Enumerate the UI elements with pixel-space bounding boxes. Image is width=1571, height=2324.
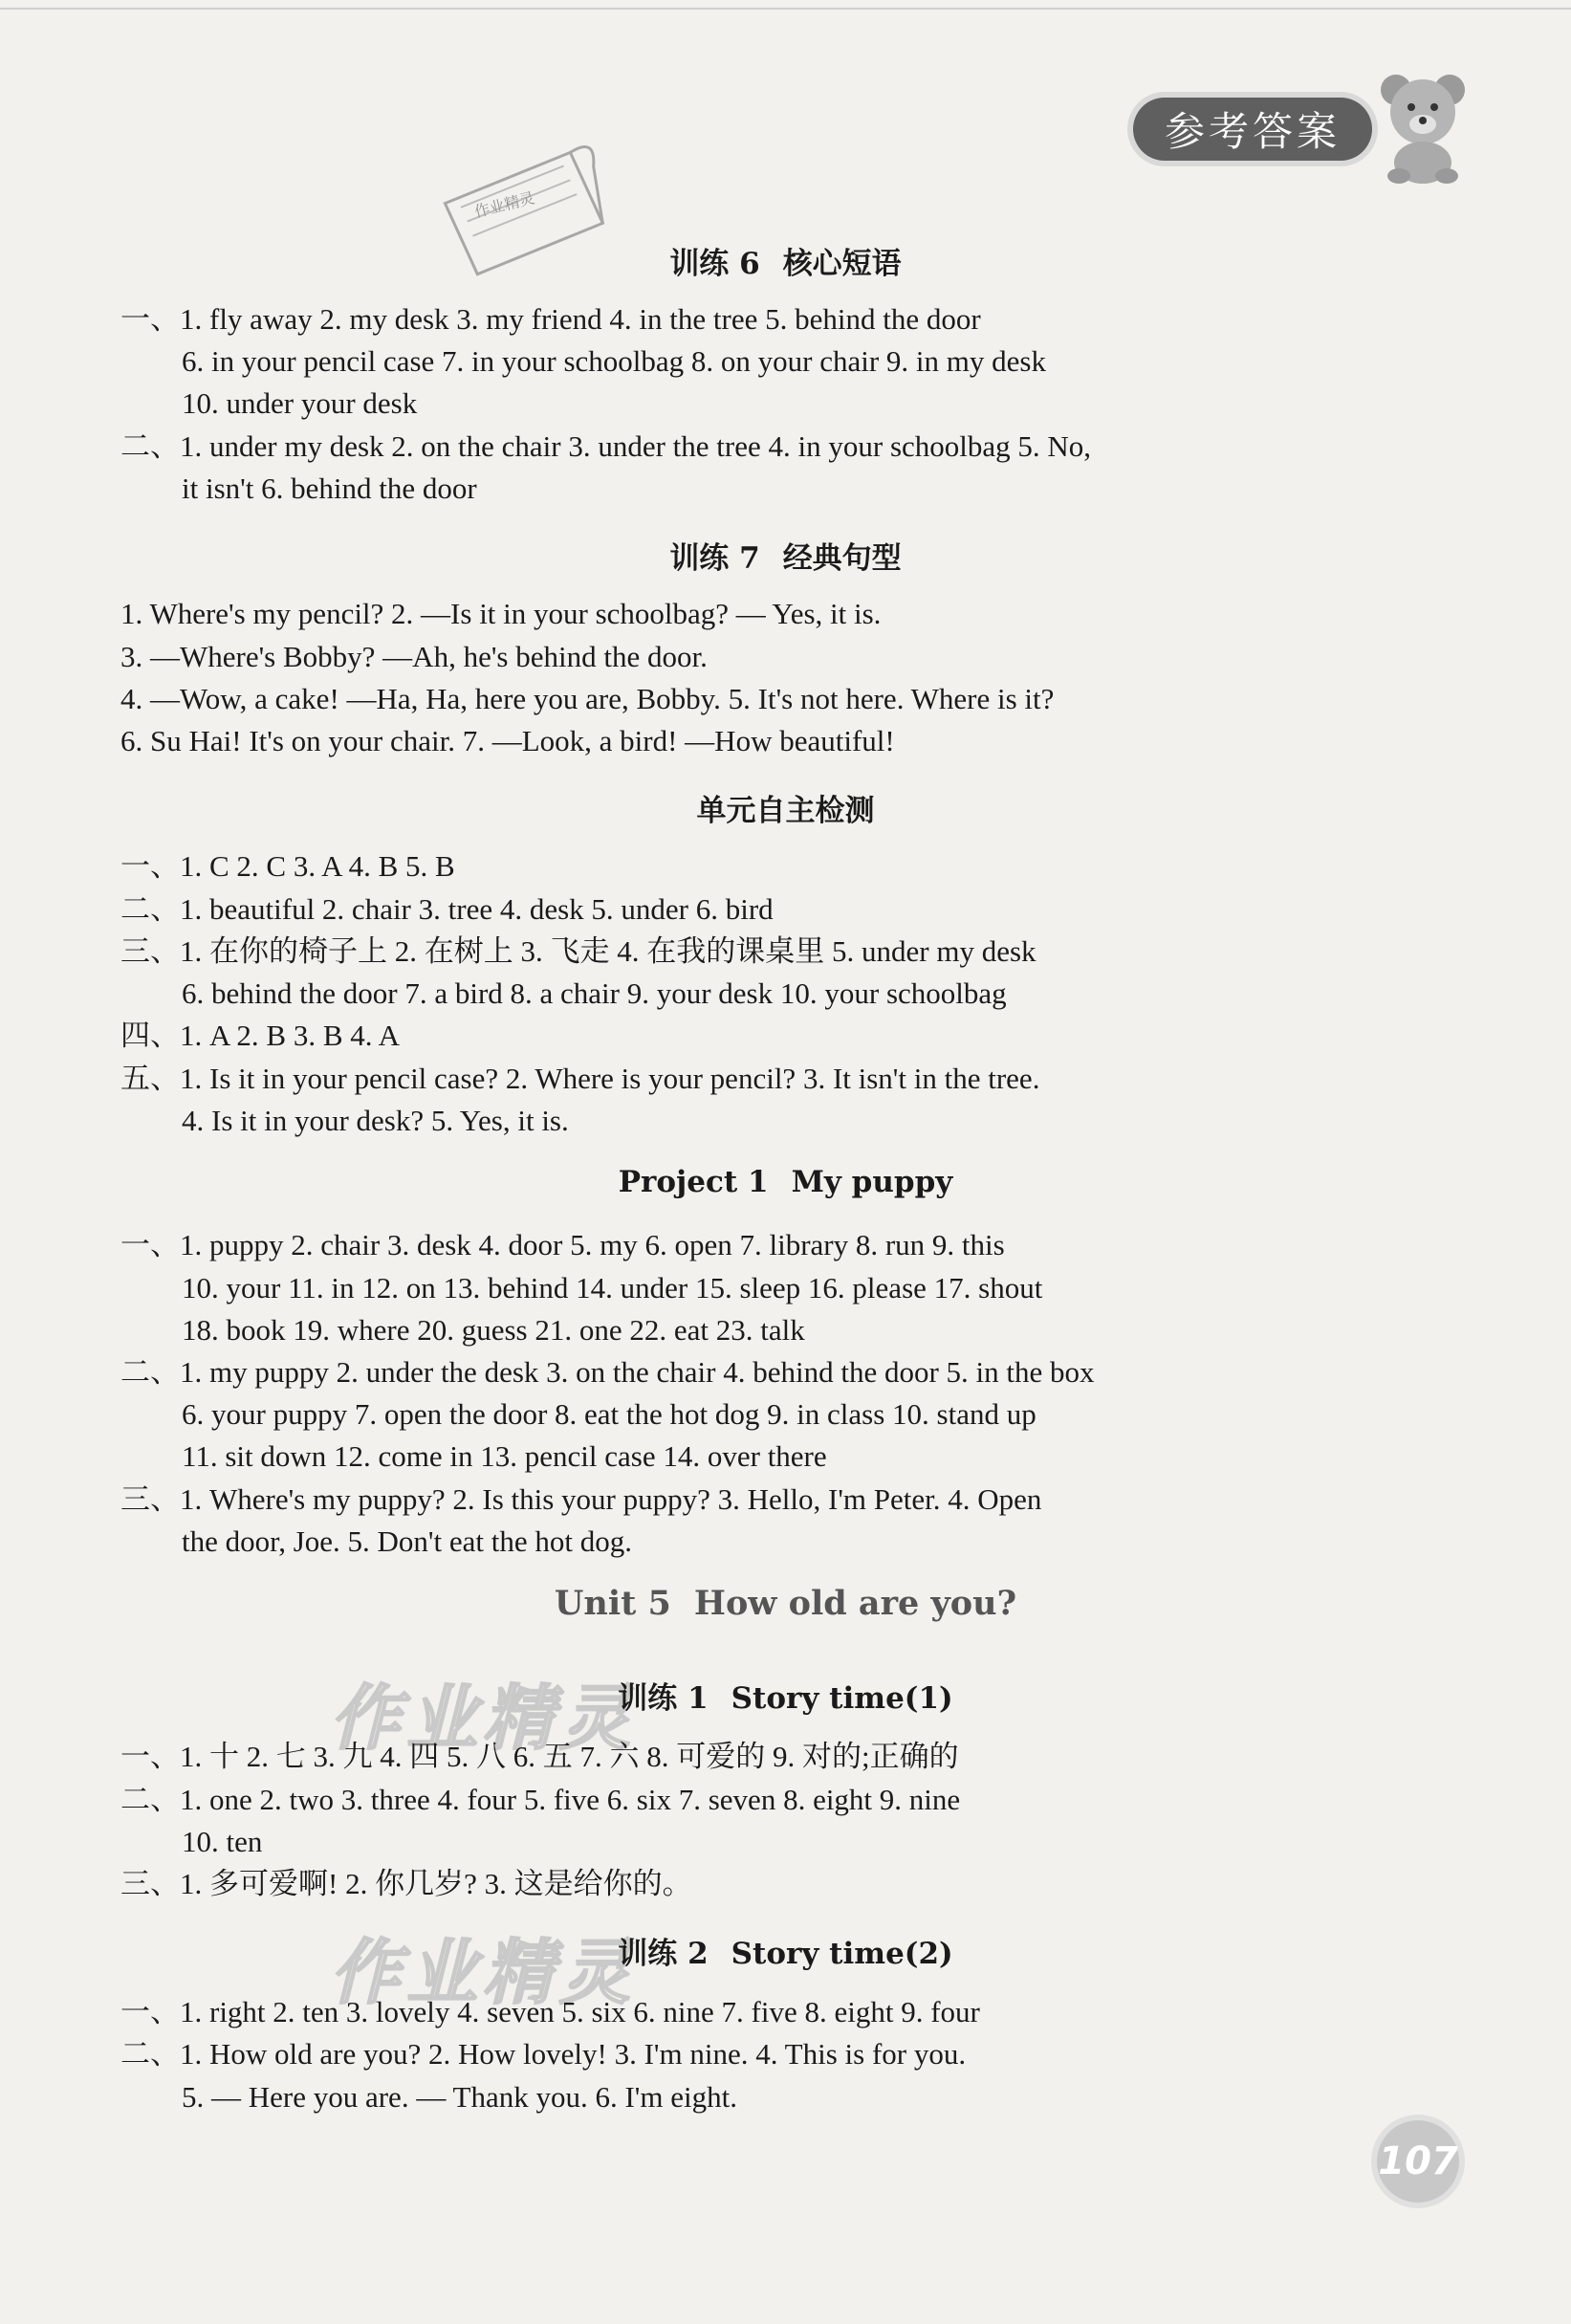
answer-line: 10. your 11. in 12. on 13. behind 14. under 15. sleep 16. please 17. shout	[182, 1271, 1043, 1305]
answer-key-badge: 参考答案	[1133, 98, 1372, 161]
section-heading	[0, 534, 1571, 577]
answer-line: the door, Joe. 5. Don't eat the hot dog.	[182, 1524, 632, 1558]
answer-line: 一、1. fly away 2. my desk 3. my friend 4. in the tree 5. behind the door	[120, 302, 981, 336]
answer-line: 三、1. 多可爱啊! 2. 你几岁? 3. 这是给你的。	[120, 1867, 692, 1900]
unit-heading-label: Unit 5	[554, 1584, 671, 1623]
answer-line: 五、1. Is it in your pencil case? 2. Where is your pencil? 3. It isn't in the tree.	[120, 1062, 1040, 1095]
section-heading-title: 核心短语	[782, 247, 902, 281]
answer-line: 4. Is it in your desk? 5. Yes, it is.	[182, 1104, 569, 1137]
section-heading-label: 训练 7	[669, 541, 760, 576]
section-heading	[0, 1165, 1571, 1199]
answer-line: 二、1. How old are you? 2. How lovely! 3. I'm nine. 4. This is for you.	[120, 2037, 967, 2071]
section-heading	[0, 239, 1571, 282]
answer-line: 一、1. 十 2. 七 3. 九 4. 四 5. 八 6. 五 7. 六 8. 可爱的 9. 对的;正确的	[120, 1740, 959, 1773]
section-heading-title: Story time(2)	[731, 1937, 953, 1971]
section-heading-label: 训练 2	[618, 1937, 709, 1971]
section-heading-title: Story time(1)	[731, 1681, 953, 1716]
section-heading	[0, 1929, 1571, 1972]
answer-line: 二、1. beautiful 2. chair 3. tree 4. desk 5. under 6. bird	[120, 892, 774, 926]
answer-line: 6. behind the door 7. a bird 8. a chair 9. your desk 10. your schoolbag	[182, 976, 1007, 1010]
answer-line: 一、1. C 2. C 3. A 4. B 5. B	[120, 849, 455, 883]
stamp-text: 作业精灵	[472, 188, 536, 222]
answer-line: 3. —Where's Bobby? —Ah, he's behind the door.	[120, 640, 708, 673]
answer-line: 二、1. under my desk 2. on the chair 3. under the tree 4. in your schoolbag 5. No,	[120, 429, 1092, 463]
answer-line: 6. your puppy 7. open the door 8. eat the hot dog 9. in class 10. stand up	[182, 1397, 1036, 1431]
answer-line: 4. —Wow, a cake! —Ha, Ha, here you are, Bobby. 5. It's not here. Where is it?	[120, 682, 1055, 715]
section-heading-label: Project 1	[618, 1165, 769, 1199]
answer-line: 11. sit down 12. come in 13. pencil case 14. over there	[182, 1439, 827, 1473]
unit-heading-title: How old are you?	[693, 1584, 1017, 1623]
answer-line: 10. ten	[182, 1825, 263, 1858]
answer-line: 二、1. my puppy 2. under the desk 3. on the chair 4. behind the door 5. in the box	[120, 1355, 1095, 1389]
answer-line: 三、1. 在你的椅子上 2. 在树上 3. 飞走 4. 在我的课桌里 5. under my desk	[120, 934, 1036, 968]
section-heading-title: My puppy	[791, 1165, 953, 1199]
answer-line: 18. book 19. where 20. guess 21. one 22. eat 23. talk	[182, 1313, 805, 1347]
section-heading-label: 训练 1	[618, 1681, 709, 1716]
answer-line: it isn't 6. behind the door	[182, 471, 477, 505]
answer-line: 1. Where's my pencil? 2. —Is it in your schoolbag? — Yes, it is.	[120, 597, 882, 630]
top-rule	[0, 8, 1571, 10]
watermark: 作业精灵	[330, 1932, 636, 2014]
section-heading	[0, 786, 1571, 829]
answer-line: 一、1. right 2. ten 3. lovely 4. seven 5. six 6. nine 7. five 8. eight 9. four	[120, 1995, 980, 2028]
section-heading-label: 单元自主检测	[696, 794, 875, 828]
answer-line: 四、1. A 2. B 3. B 4. A	[120, 1019, 400, 1052]
answer-line: 5. — Here you are. — Thank you. 6. I'm eight.	[182, 2080, 737, 2114]
answer-line: 三、1. Where's my puppy? 2. Is this your puppy? 3. Hello, I'm Peter. 4. Open	[120, 1482, 1042, 1516]
teddy-bear-icon	[1375, 69, 1471, 184]
unit-heading	[0, 1584, 1571, 1623]
answer-line: 二、1. one 2. two 3. three 4. four 5. five 6. six 7. seven 8. eight 9. nine	[120, 1783, 961, 1816]
page-number: 107	[1377, 2120, 1459, 2203]
answer-line: 10. under your desk	[182, 386, 418, 420]
section-heading-title: 经典句型	[782, 541, 902, 576]
section-heading	[0, 1674, 1571, 1717]
answer-line: 6. in your pencil case 7. in your schoolbag 8. on your chair 9. in my desk	[182, 344, 1046, 378]
answer-line: 一、1. puppy 2. chair 3. desk 4. door 5. my 6. open 7. library 8. run 9. this	[120, 1228, 1005, 1261]
watermark: 作业精灵	[330, 1677, 636, 1760]
section-heading-label: 训练 6	[669, 247, 760, 281]
answer-line: 6. Su Hai! It's on your chair. 7. —Look, a bird! —How beautiful!	[120, 724, 895, 757]
